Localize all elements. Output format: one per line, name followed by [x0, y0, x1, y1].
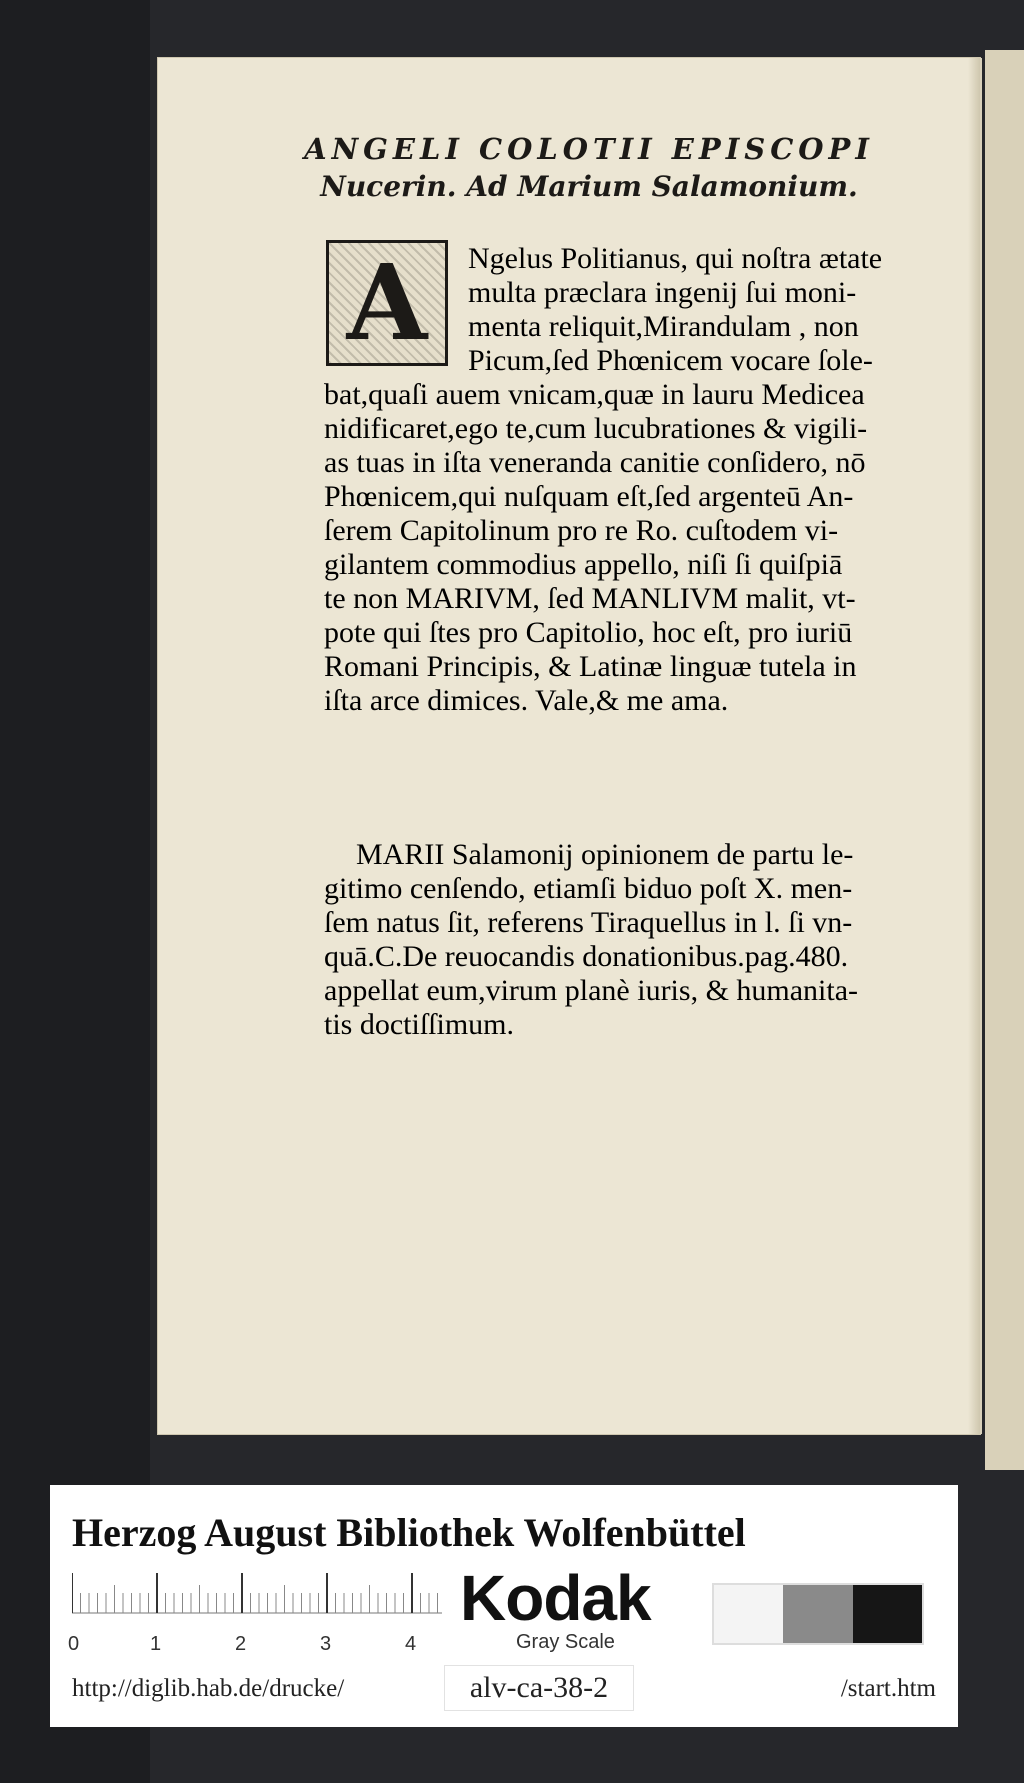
letter-line: te non MARIVM, ſed MANLIVM malit, vt- — [324, 582, 856, 615]
item-id: alv-ca-38-2 — [444, 1665, 634, 1711]
letter-line: nidificaret,ego te,cum lucubrationes & vigili- — [324, 412, 868, 445]
ruler-icon — [72, 1573, 442, 1623]
kodak-logo: Kodak — [460, 1562, 651, 1634]
ruler-number: 0 — [68, 1633, 80, 1655]
library-label — [50, 1485, 958, 1727]
gray-scale-caption: Gray Scale — [516, 1631, 615, 1653]
letter-line: menta reliquit,Mirandulam , non — [468, 310, 859, 343]
heading-title: ANGELI COLOTII EPISCOPI — [304, 132, 874, 166]
letter-line: pote qui ſtes pro Capitolio, hoc eſt, pro iuriū — [324, 616, 853, 649]
note-line: appellat eum,virum planè iuris, & humanita- — [324, 974, 859, 1007]
note-line: quā.C.De reuocandis donationibus.pag.480. — [324, 940, 849, 973]
note-line: ſem natus ſit, referens Tiraquellus in l. ſi vn- — [324, 906, 853, 939]
letter-line: Phœnicem,qui nuſquam eſt,ſed argenteū An- — [324, 480, 854, 513]
note-line: MARII Salamonij opinionem de partu le- — [356, 838, 854, 871]
note-line: tis doctiſſimum. — [324, 1008, 515, 1041]
page-gutter — [968, 58, 980, 1434]
ruler-number: 4 — [405, 1633, 417, 1655]
decorated-initial — [326, 240, 448, 366]
ruler-number: 2 — [235, 1633, 247, 1655]
library-name: Herzog August Bibliothek Wolfenbüttel — [72, 1510, 746, 1555]
letter-line: gilantem commodius appello, niſi ſi quiſpiā — [324, 548, 843, 581]
ruler-numbers — [68, 1633, 448, 1663]
swatch-light — [714, 1585, 783, 1643]
swatch-mid — [783, 1585, 852, 1643]
letter-line: Picum,ſed Phœnicem vocare ſole- — [468, 344, 873, 377]
ruler-number: 1 — [150, 1633, 162, 1655]
letter-line: iſta arce dimices. Vale,& me ama. — [324, 684, 729, 717]
letter-line: ſerem Capitolinum pro re Ro. cuſtodem vi- — [324, 514, 839, 547]
initial-letter: A — [346, 241, 428, 364]
next-page-edge — [985, 50, 1024, 1470]
letter-line: Romani Principis, & Latinæ linguæ tutela in — [324, 650, 857, 683]
letter-line: as tuas in iſta veneranda canitie conſidero, nō — [324, 446, 866, 479]
url-suffix: /start.htm — [840, 1675, 936, 1702]
gray-scale-swatches — [712, 1583, 924, 1645]
swatch-dark — [853, 1585, 922, 1643]
letter-line: Ngelus Politianus, qui noſtra ætate — [468, 242, 883, 275]
note-line: gitimo cenſendo, etiamſi biduo poſt X. men- — [324, 872, 853, 905]
heading-subtitle: Nucerin. Ad Marium Salamonium. — [320, 170, 858, 203]
url-prefix: http://diglib.hab.de/drucke/ — [72, 1675, 345, 1702]
ruler-number: 3 — [320, 1633, 332, 1655]
book-page — [158, 58, 980, 1434]
letter-line: multa præclara ingenij ſui moni- — [468, 276, 857, 309]
letter-line: bat,quaſi auem vnicam,quæ in lauru Medicea — [324, 378, 865, 411]
